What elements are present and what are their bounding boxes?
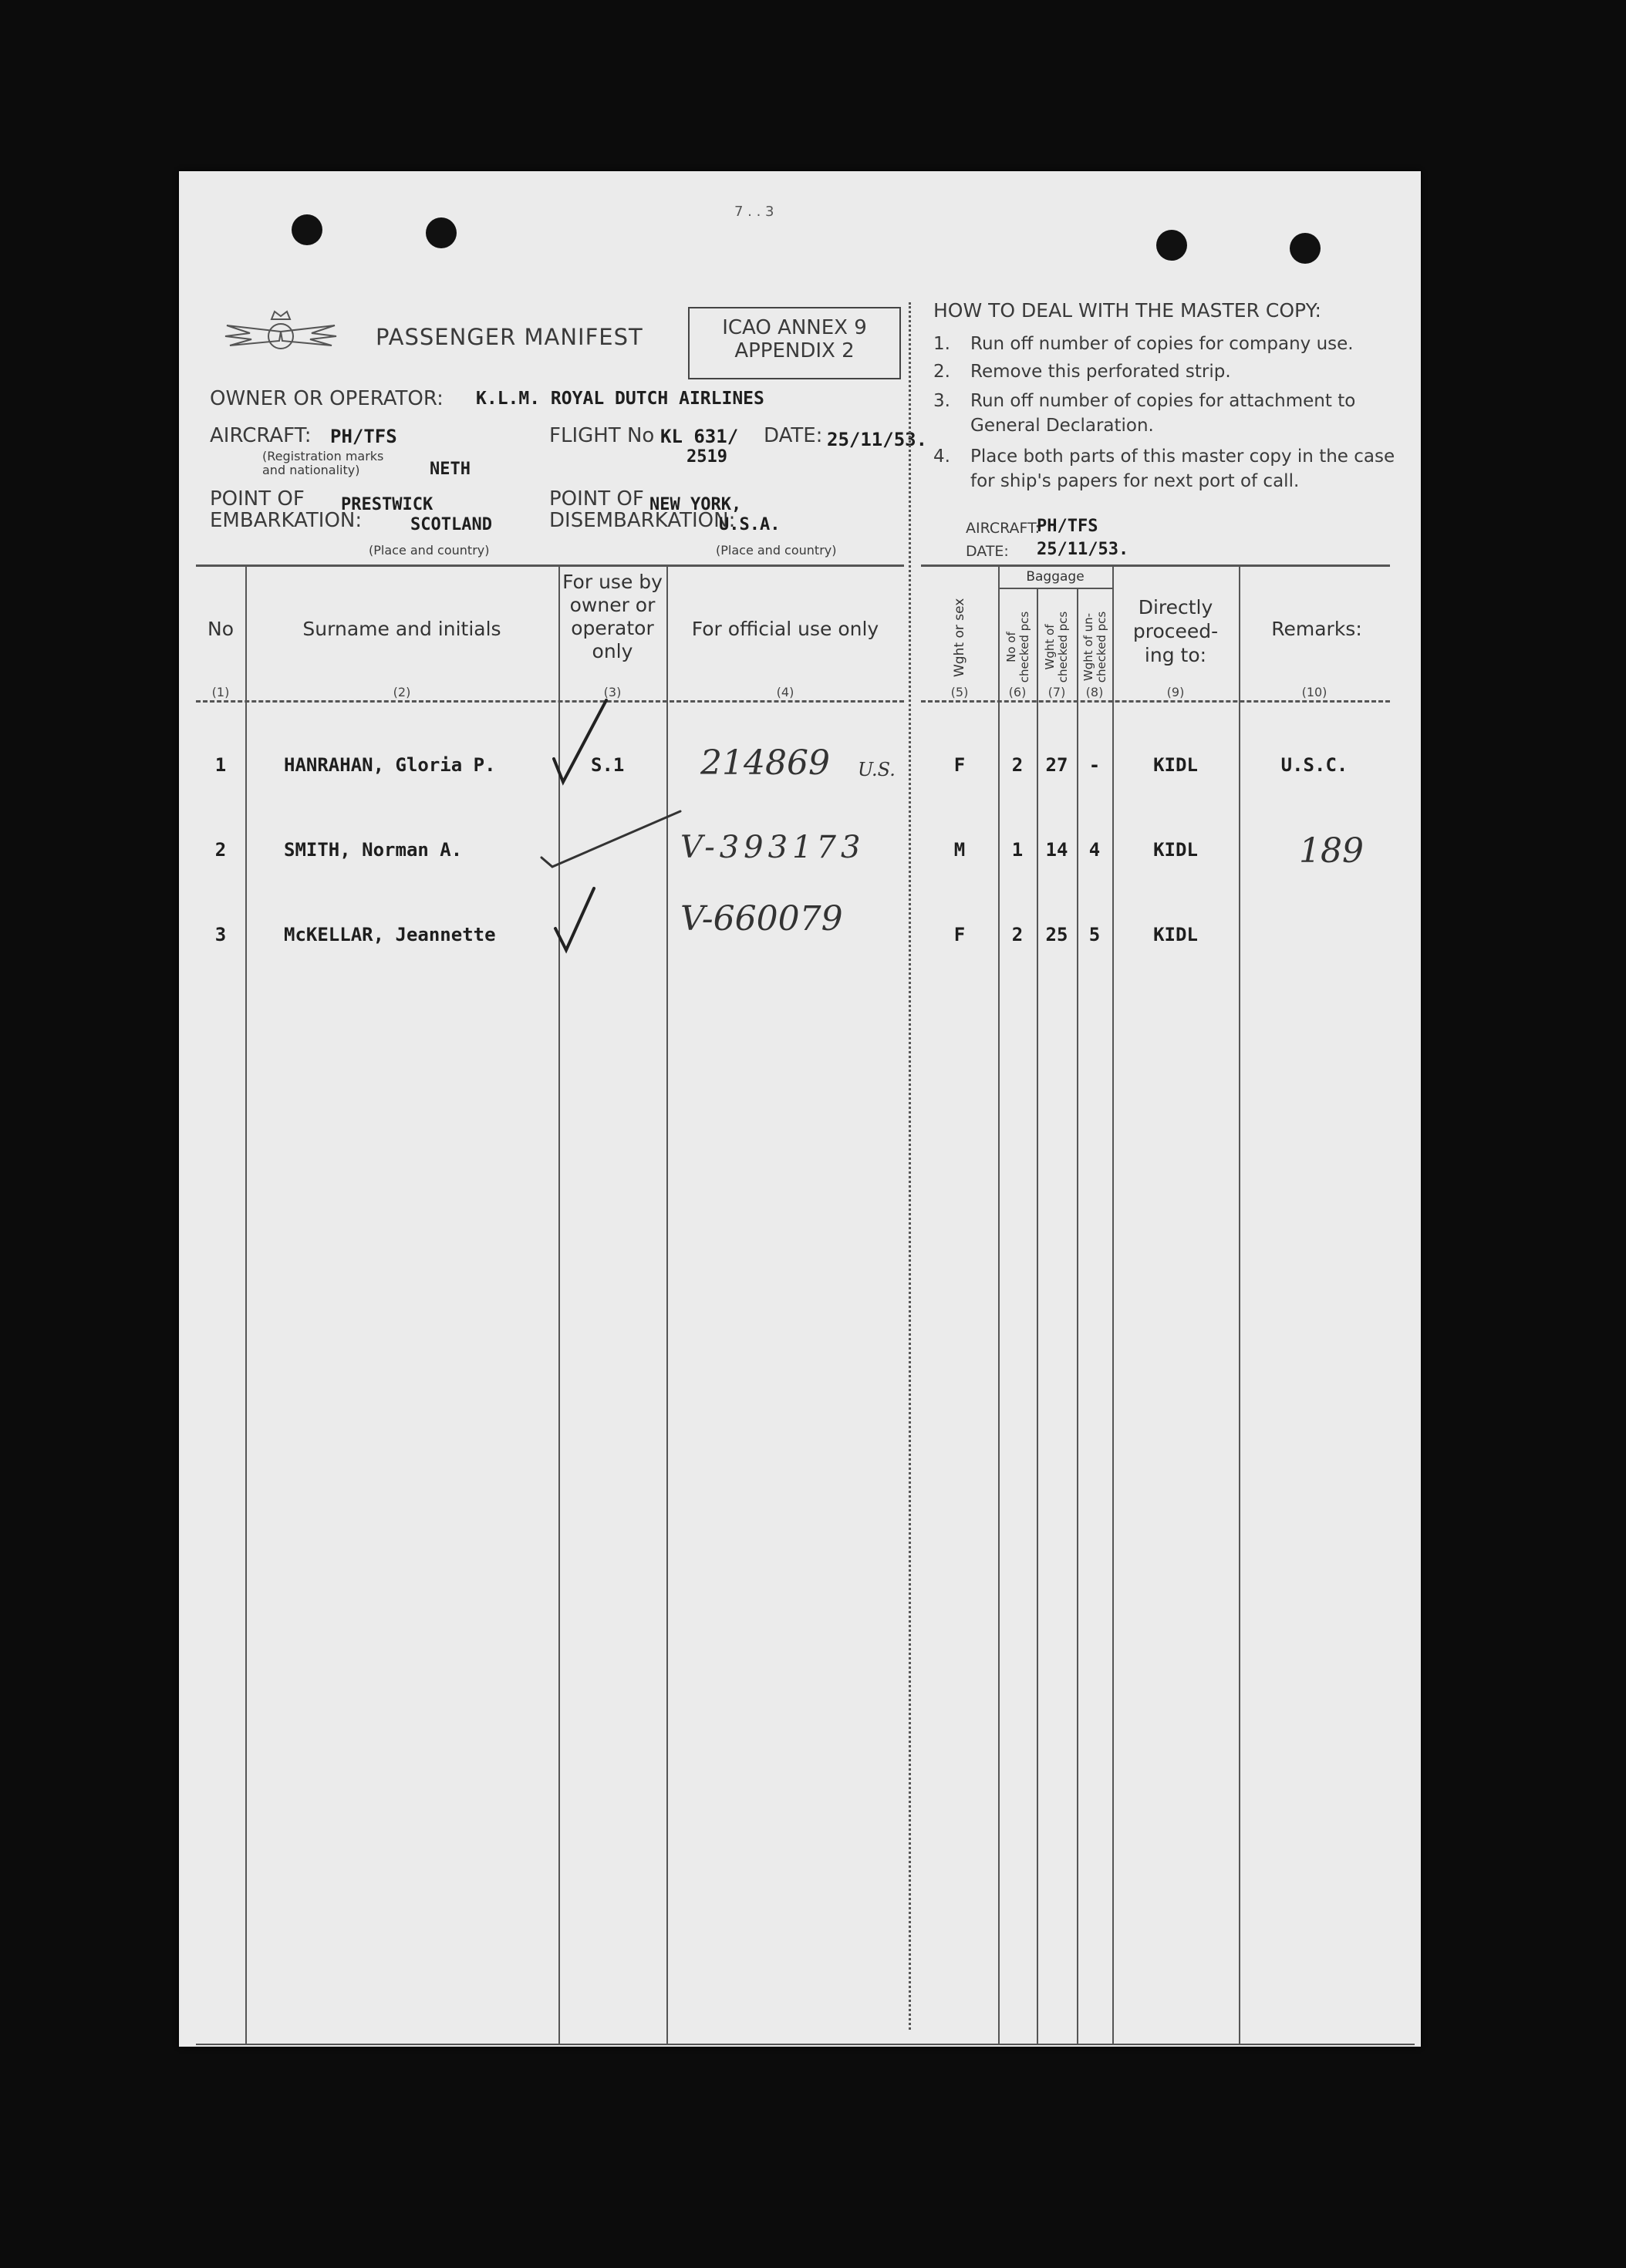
owner-value: K.L.M. ROYAL DUTCH AIRLINES bbox=[476, 389, 764, 409]
instruction-item bbox=[933, 330, 1412, 358]
flight-label: FLIGHT No bbox=[549, 424, 655, 447]
instr-aircraft-value: PH/TFS bbox=[1037, 517, 1098, 536]
header-no: No bbox=[207, 618, 234, 640]
embark-value-1: PRESTWICK bbox=[341, 495, 433, 514]
instruction-item bbox=[933, 389, 1412, 438]
row-sex: F bbox=[953, 754, 966, 776]
row-name: McKELLAR, Jeannette bbox=[284, 924, 496, 945]
owner-label: OWNER OR OPERATOR: bbox=[210, 387, 444, 410]
col-number: (5) bbox=[950, 685, 969, 699]
manifest-sheet bbox=[179, 171, 1421, 2047]
row-pcs: 2 bbox=[1011, 924, 1024, 945]
row-remarks: 189 bbox=[1299, 831, 1364, 871]
col-number: (1) bbox=[211, 685, 230, 699]
col-number: (4) bbox=[776, 685, 794, 699]
perforation-line bbox=[909, 302, 911, 2030]
row-name: HANRAHAN, Gloria P. bbox=[284, 754, 496, 776]
flight-value-2: 2519 bbox=[686, 447, 727, 467]
disembark-label-2: DISEMBARKATION: bbox=[549, 509, 736, 532]
disembark-place-note: (Place and country) bbox=[716, 543, 837, 558]
punch-hole bbox=[1290, 233, 1321, 264]
header-proceeding: Directly proceed-ing to: bbox=[1132, 596, 1219, 666]
embark-place-note: (Place and country) bbox=[369, 543, 490, 558]
disembark-value-1: NEW YORK, bbox=[649, 495, 742, 514]
aircraft-value: PH/TFS bbox=[330, 426, 397, 447]
header-owner-use: For use by owner or operator only bbox=[562, 571, 663, 662]
embark-label-2: EMBARKATION: bbox=[210, 509, 363, 532]
nationality-value: NETH bbox=[430, 460, 471, 479]
instruction-text: Run off number of copies for company use. bbox=[970, 334, 1354, 354]
col-rule bbox=[1037, 588, 1038, 2044]
row-no: 3 bbox=[214, 924, 227, 945]
col-number: (8) bbox=[1085, 685, 1104, 699]
col-rule bbox=[1239, 566, 1240, 2044]
date-label: DATE: bbox=[764, 424, 823, 447]
icao-annex-line: ICAO ANNEX 9 bbox=[722, 316, 867, 339]
col-number: (7) bbox=[1047, 685, 1066, 699]
row-no: 1 bbox=[214, 754, 227, 776]
date-value: 25/11/53. bbox=[827, 429, 928, 450]
punch-hole bbox=[292, 214, 322, 245]
col-number: (6) bbox=[1008, 685, 1027, 699]
punch-hole bbox=[426, 217, 457, 248]
instr-date-value: 25/11/53. bbox=[1037, 540, 1129, 559]
row-unchecked: 4 bbox=[1088, 839, 1101, 861]
col-rule bbox=[1112, 566, 1114, 2044]
row-dest: KIDL bbox=[1153, 924, 1198, 945]
row-sex: F bbox=[953, 924, 966, 945]
row-sex: M bbox=[953, 839, 966, 861]
disembark-label-1: POINT OF bbox=[549, 487, 644, 511]
col-number: (10) bbox=[1301, 685, 1327, 699]
instr-aircraft-label: AIRCRAFT: bbox=[966, 520, 1041, 537]
table-top-rule-right bbox=[921, 564, 1390, 567]
header-unchecked-wght: Wght of un-checked pcs bbox=[1081, 611, 1108, 683]
aircraft-note-line2: and nationality) bbox=[262, 463, 360, 477]
manifest-title: PASSENGER MANIFEST bbox=[376, 324, 643, 350]
row-wght: 14 bbox=[1045, 839, 1068, 861]
row-pcs: 2 bbox=[1011, 754, 1024, 776]
header-baggage: Baggage bbox=[1026, 569, 1085, 585]
instruction-text: Run off number of copies for attachment to General Declaration. bbox=[970, 391, 1356, 436]
col-rule bbox=[1077, 588, 1078, 2044]
flight-value: KL 631/ bbox=[660, 426, 739, 447]
header-sex: Wght or sex bbox=[952, 598, 967, 677]
col-rule bbox=[666, 566, 668, 2044]
row-official: V-660079 bbox=[680, 899, 843, 939]
row-no: 2 bbox=[214, 839, 227, 861]
row-official: V-393173 bbox=[680, 830, 865, 865]
aircraft-label: AIRCRAFT: bbox=[210, 424, 312, 447]
table-bottom-rule bbox=[196, 2044, 1415, 2045]
baggage-rule bbox=[998, 588, 1112, 589]
instruction-item bbox=[933, 358, 1412, 386]
col-rule bbox=[245, 566, 247, 2044]
instruction-item bbox=[933, 444, 1412, 494]
instruction-num: 4. bbox=[933, 447, 950, 467]
aircraft-note-line1: (Registration marks bbox=[262, 449, 384, 463]
table-top-rule bbox=[196, 564, 904, 567]
punch-hole bbox=[1156, 230, 1187, 261]
icao-appendix-line: APPENDIX 2 bbox=[734, 339, 855, 362]
header-surname: Surname and initials bbox=[302, 618, 501, 640]
embark-value-2: SCOTLAND bbox=[410, 515, 492, 534]
row-dest: KIDL bbox=[1153, 754, 1198, 776]
header-official: For official use only bbox=[691, 618, 879, 640]
instructions-title: HOW TO DEAL WITH THE MASTER COPY: bbox=[933, 299, 1321, 322]
row-dest: KIDL bbox=[1153, 839, 1198, 861]
row-owner: S.1 bbox=[591, 754, 625, 776]
checkmark-icon bbox=[534, 796, 688, 881]
instruction-num: 1. bbox=[933, 334, 950, 354]
checkmark-icon bbox=[546, 696, 623, 796]
disembark-value-2: U.S.A. bbox=[719, 515, 781, 534]
instruction-text: Place both parts of this master copy in the case for ship's papers for next port of call. bbox=[970, 447, 1395, 491]
instruction-text: Remove this perforated strip. bbox=[970, 362, 1231, 382]
row-remarks: U.S.C. bbox=[1280, 754, 1348, 776]
row-unchecked: - bbox=[1088, 754, 1101, 776]
col-rule bbox=[998, 566, 1000, 2044]
klm-logo-icon bbox=[219, 302, 342, 364]
top-mark: 7 . . 3 bbox=[734, 204, 774, 220]
row-official: 214869 bbox=[700, 743, 830, 783]
col-number: (2) bbox=[393, 685, 411, 699]
instr-date-label: DATE: bbox=[966, 543, 1009, 560]
embark-label-1: POINT OF bbox=[210, 487, 305, 511]
header-rule-right bbox=[921, 700, 1390, 703]
row-name: SMITH, Norman A. bbox=[284, 839, 463, 861]
row-wght: 25 bbox=[1045, 924, 1068, 945]
row-unchecked: 5 bbox=[1088, 924, 1101, 945]
header-remarks: Remarks: bbox=[1271, 618, 1362, 640]
icao-box bbox=[688, 307, 901, 379]
row-wght: 27 bbox=[1045, 754, 1068, 776]
row-pcs: 1 bbox=[1011, 839, 1024, 861]
instruction-num: 2. bbox=[933, 362, 950, 382]
checkmark-icon bbox=[549, 881, 611, 958]
col-number: (3) bbox=[603, 685, 622, 699]
col-number: (9) bbox=[1166, 685, 1185, 699]
header-checked-pcs: No of checked pcs bbox=[1004, 611, 1031, 683]
instruction-num: 3. bbox=[933, 391, 950, 411]
row-official-note: U.S. bbox=[858, 759, 896, 780]
instructions-list bbox=[933, 330, 1412, 494]
header-checked-wght: Wght of checked pcs bbox=[1043, 611, 1070, 683]
